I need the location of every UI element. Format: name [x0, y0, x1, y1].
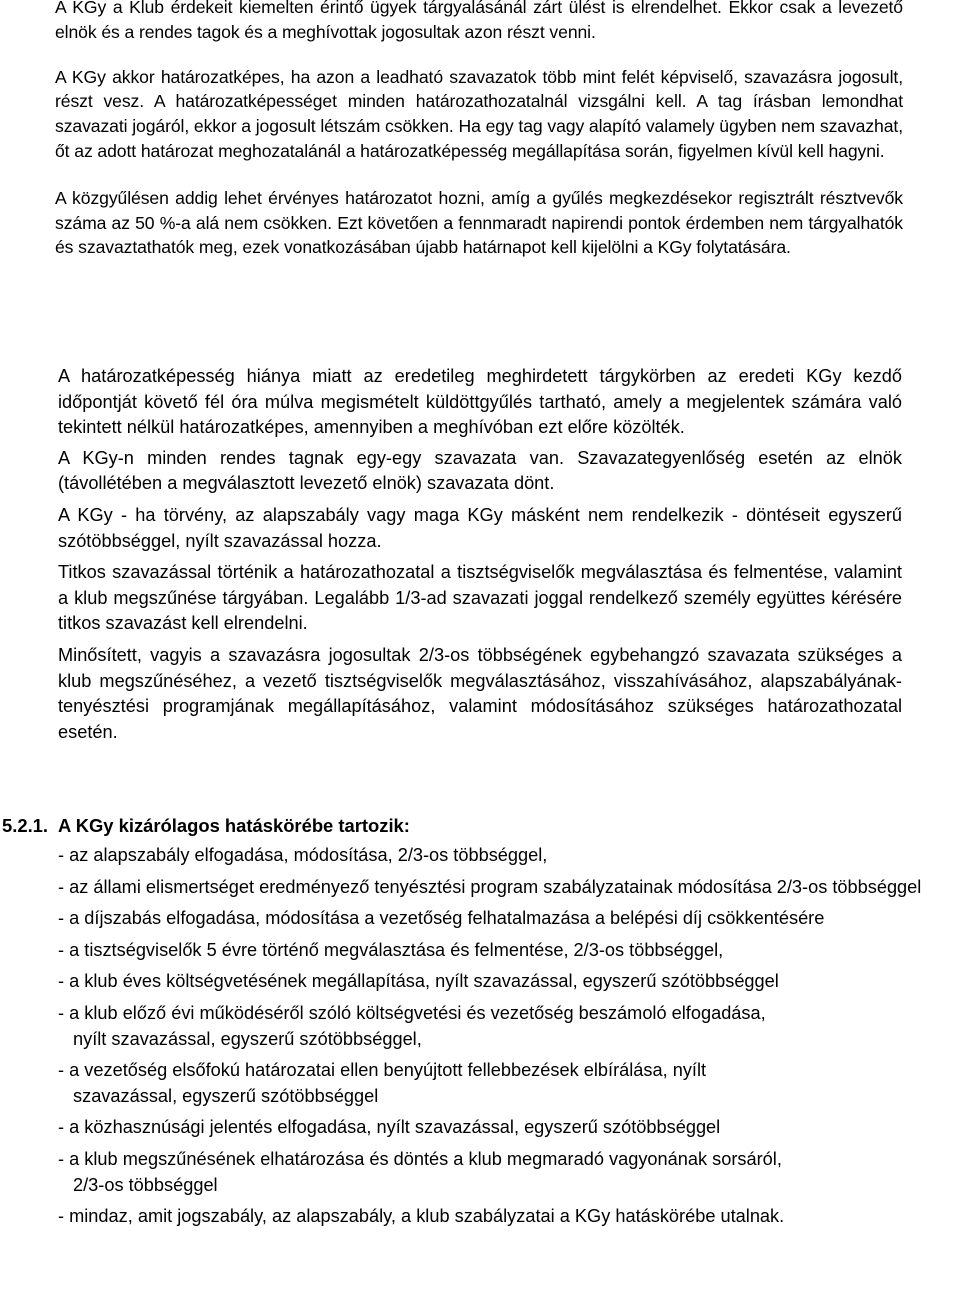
top-text-block	[0, 0, 903, 260]
paragraph-simple-majority: A KGy - ha törvény, az alapszabály vagy maga KGy másként nem rendelkezik - döntéseit egyszerű szótöbbséggel, nyílt szavazással hozza.	[58, 504, 902, 551]
paragraph-valid-resolution: A közgyűlésen addig lehet érvényes határozatot hozni, amíg a gyűlés megkezdésekor regisztrált résztvevők száma az 50 %-a alá nem csökken. Ezt követően a fennmaradt napirendi pontok érdemben nem tárgyalhatók és szavaztathatók meg, ezek vonatkozásában újabb határnapot kell kijelölni a KGy folytatására.	[55, 187, 903, 258]
list-item: - a vezetőség elsőfokú határozatai ellen benyújtott fellebbezések elbírálása, nyílt szavazással, egyszerű szótöbbséggel	[58, 1060, 707, 1106]
list-item: - az állami elismertséget eredményező tenyésztési program szabályzatainak módosítása 2/3-os többséggel	[58, 876, 922, 897]
paragraph-qualified-majority: Minősített, vagyis a szavazásra jogosultak 2/3-os többségének egybehangzó szavazata szükséges a klub megszűnéséhez, a vezető tisztségviselők megválasztásához, visszahívásához, alapszabályának- tenyésztési programjának megállapításához, valamint módosításához szükséges határozathozatal esetén.	[58, 644, 902, 742]
paragraph-quorum: A KGy akkor határozatképes, ha azon a leadható szavazatok több mint felét képviselő, szavazásra jogosult, részt vesz. A határozatképességet minden határozathozatalnál vizsgálni kell. A tag írásban lemondhat szavazati jogáról, ekkor a jogosult létszám csökken. Ha egy tag vagy alapító valamely ügyben nem szavazhat, őt az adott határozat meghozatalánál a határozatképesség megállapítása során, figyelmen kívül kell hagyni.	[55, 66, 903, 161]
list-item: - mindaz, amit jogszabály, az alapszabály, a klub szabályzatai a KGy hatáskörébe utalnak.	[58, 1206, 785, 1227]
list-item: - a klub megszűnésének elhatározása és döntés a klub megmaradó vagyonának sorsáról, 2/3-os többséggel	[58, 1148, 782, 1195]
list-item: - a klub előző évi működéséről szóló költségvetési és vezetőség beszámoló elfogadása, nyílt szavazással, egyszerű szótöbbséggel,	[58, 1002, 766, 1049]
paragraph-votes: A KGy-n minden rendes tagnak egy-egy szavazata van. Szavazategyenlőség esetén az elnök (távollétében a megválasztott levezető elnök) szavazata dönt.	[58, 447, 902, 494]
paragraph-closed-session: A KGy a Klub érdekeit kiemelten érintő ügyek tárgyalásánál zárt ülést is elrendelhet. Ekkor csak a levezető elnök és a rendes tagok és a meghívottak jogosultak azon részt venni.	[55, 0, 903, 42]
section-number: 5.2.1.	[2, 815, 49, 836]
section-title: A KGy kizárólagos hatáskörébe tartozik:	[58, 815, 410, 836]
list-item: - a díjszabás elfogadása, módosítása a vezetőség felhatalmazása a belépési díj csökkentésére	[58, 908, 825, 929]
middle-text-block	[0, 364, 902, 745]
paragraph-repeated-meeting: A határozatképesség hiánya miatt az eredetileg meghirdetett tárgykörben az eredeti KGy kezdő időpontját követő fél óra múlva megismételt küldöttgyűlés tartható, amely a megjelentek számára való tekintett nélkül határozatképes, amennyiben a meghívóban ezt előre közölték.	[58, 366, 902, 438]
list-item: - a tisztségviselők 5 évre történő megválasztása és felmentése, 2/3-os többséggel,	[58, 939, 724, 960]
list-item: - a klub éves költségvetésének megállapítása, nyílt szavazással, egyszerű szótöbbséggel	[58, 971, 779, 992]
list-item: - az alapszabály elfogadása, módosítása, 2/3-os többséggel,	[58, 845, 548, 865]
list-item: - a közhasznúsági jelentés elfogadása, nyílt szavazással, egyszerű szótöbbséggel	[58, 1117, 721, 1138]
paragraph-secret-ballot: Titkos szavazással történik a határozathozatal a tisztségviselők megválasztása és felmentése, valamint a klub megszűnése tárgyában. Legalább 1/3-ad szavazati joggal rendelkező személy együttes kérésére titkos szavazást kell elrendelni.	[58, 562, 902, 634]
section-heading	[0, 813, 960, 839]
competence-list	[58, 843, 960, 1230]
